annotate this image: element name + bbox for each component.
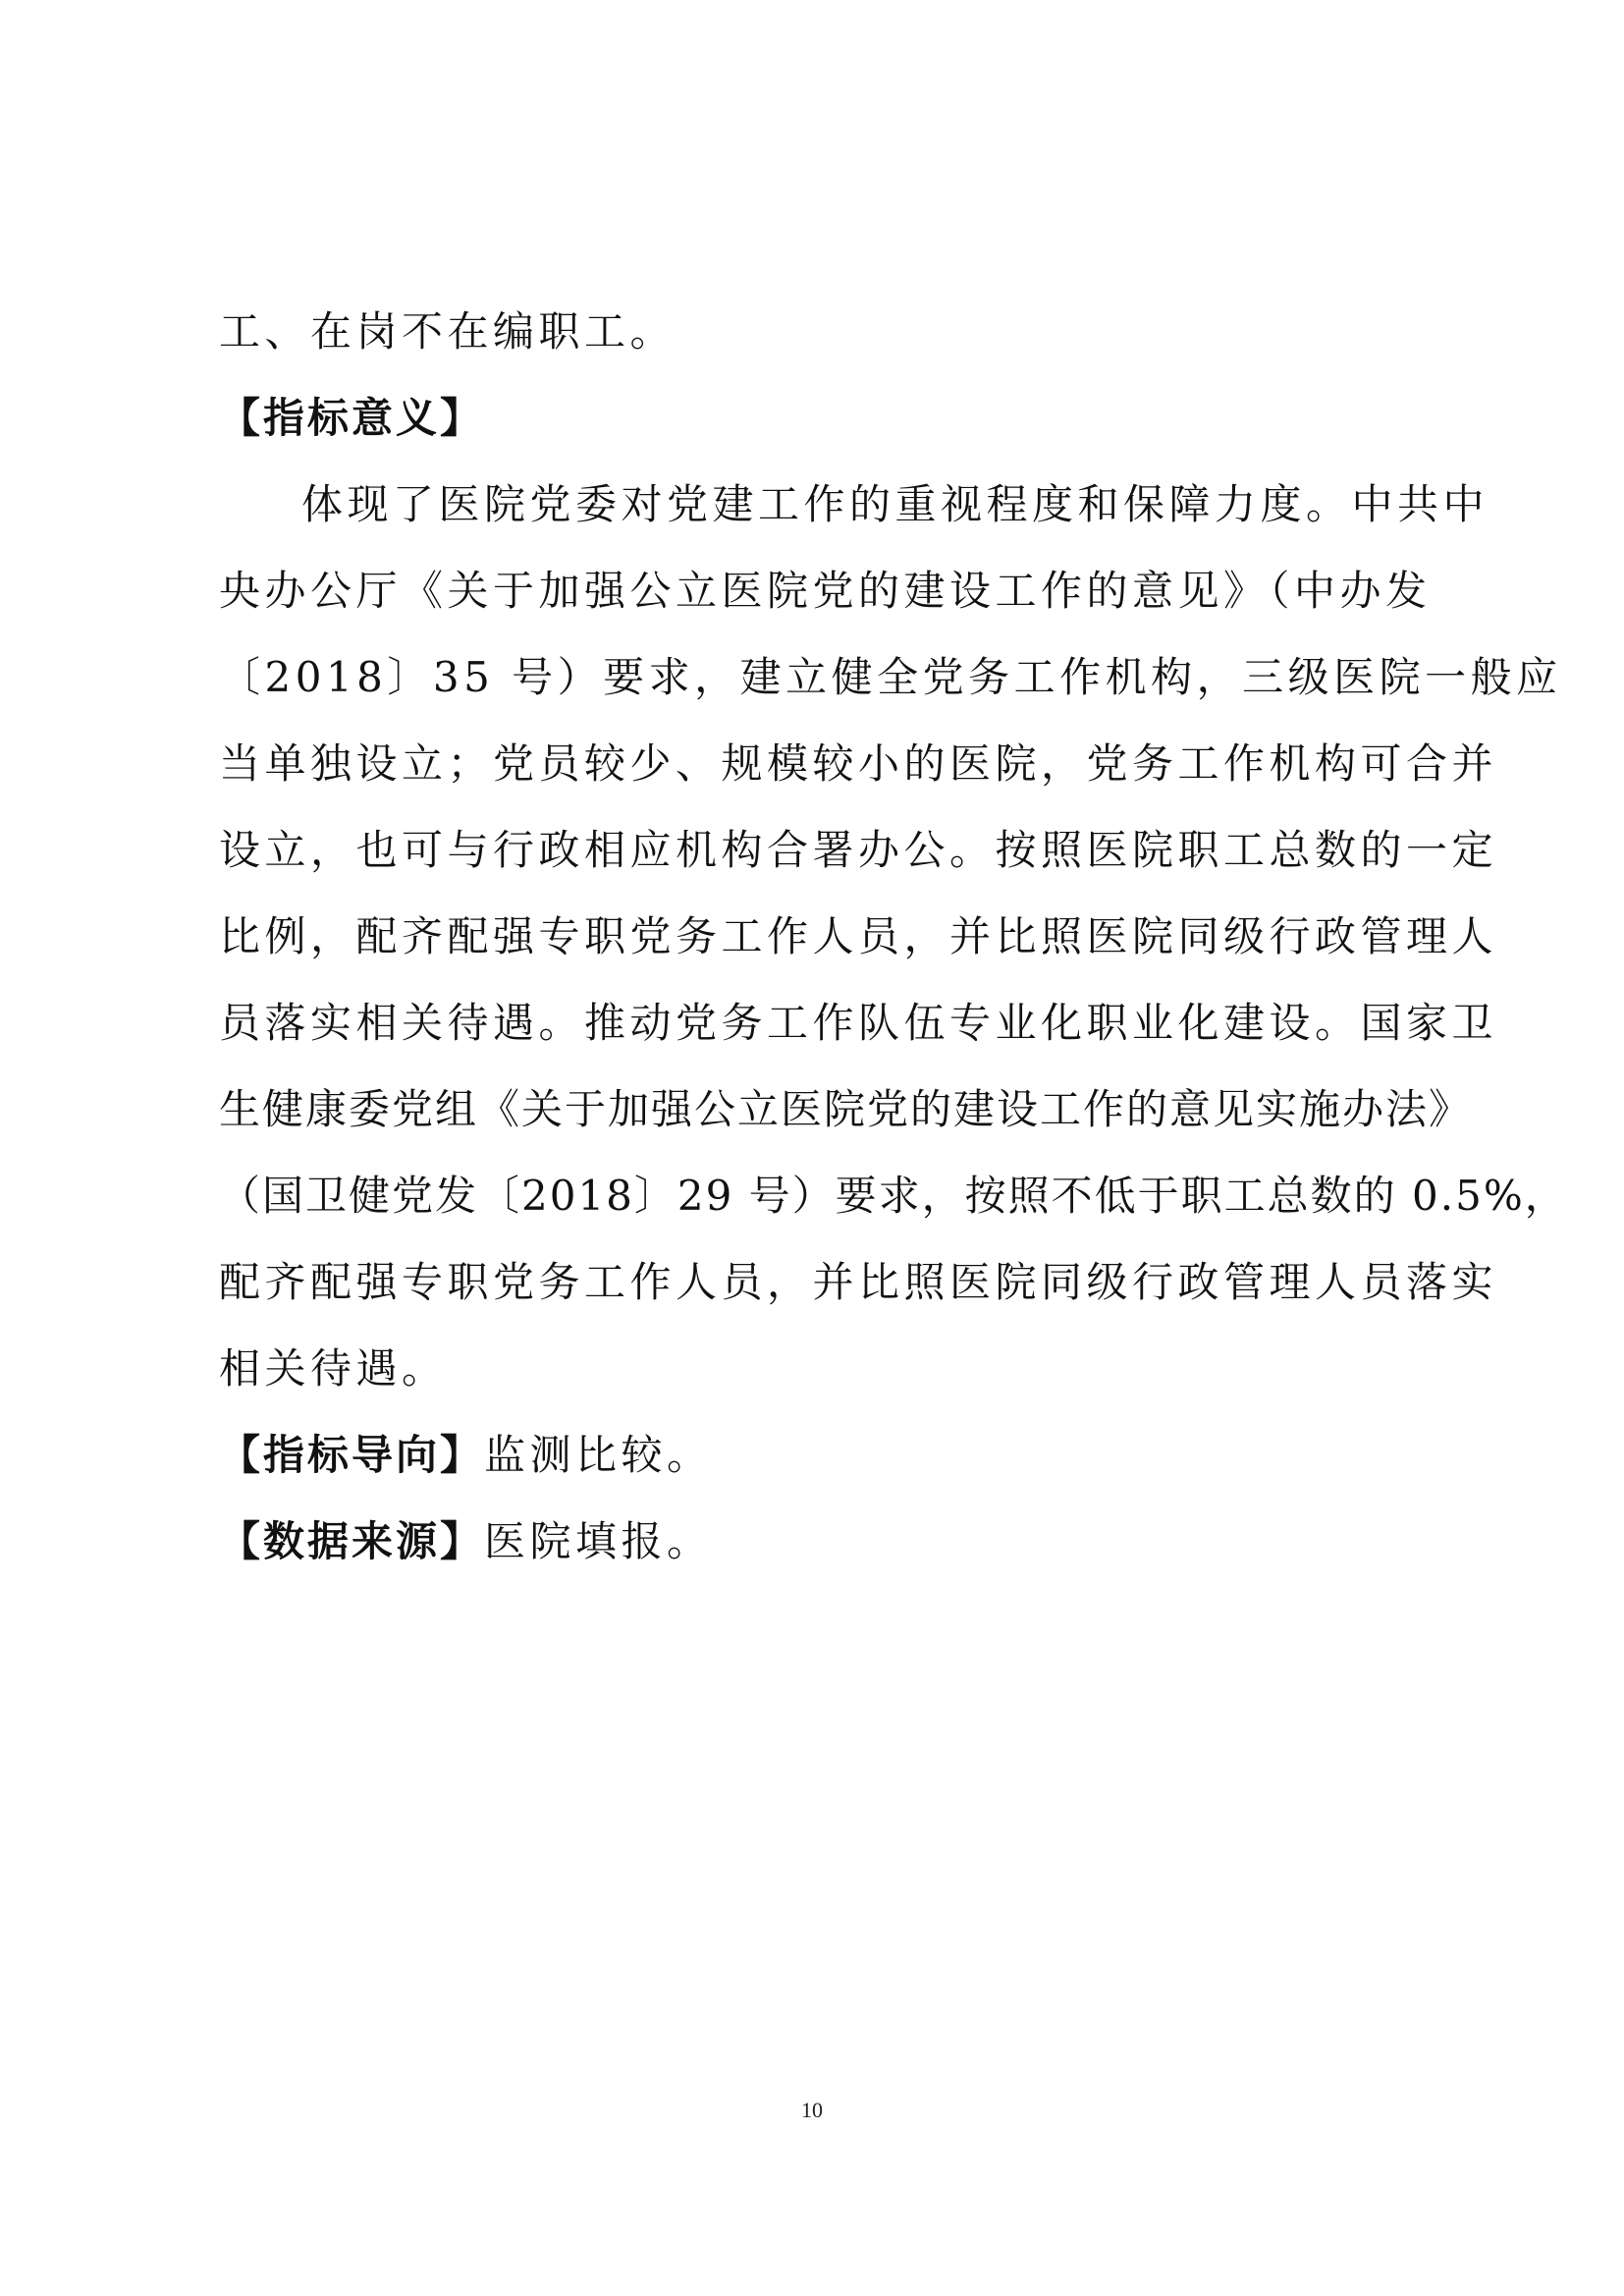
page-number: 10 [801,2098,823,2122]
paragraph-line: 央办公厅《关于加强公立医院党的建设工作的意见》（中办发 [219,567,1432,615]
paragraph-line: 配齐配强专职党务工作人员，并比照医院同级行政管理人员落实 [219,1258,1498,1306]
paragraph-line: 比例，配齐配强专职党务工作人员，并比照医院同级行政管理人 [219,912,1498,960]
data-source-line [219,1514,713,1569]
paragraph-line: 体现了医院党委对党建工作的重视程度和保障力度。中共中 [301,480,1489,528]
paragraph-line: 生健康委党组《关于加强公立医院党的建设工作的意见实施办法》 [219,1085,1473,1133]
paragraph-line: 〔2018〕35 号）要求，建立健全党务工作机构，三级医院一般应 [219,653,1562,701]
paragraph-line: 相关待遇。 [219,1344,448,1393]
paragraph-line: 员落实相关待遇。推动党务工作队伍专业化职业化建设。国家卫 [219,999,1498,1047]
section-heading-orientation: 【指标导向】 [219,1431,485,1479]
paragraph-line: 设立，也可与行政相应机构合署办公。按照医院职工总数的一定 [219,826,1498,874]
orientation-text: 监测比较。 [484,1431,713,1479]
paragraph-line: （国卫健党发〔2018〕29 号）要求，按照不低于职工总数的 0.5%， [219,1172,1568,1220]
orientation-line [219,1428,713,1483]
section-heading-data-source: 【数据来源】 [219,1517,485,1565]
section-heading-significance: 【指标意义】 [219,394,485,442]
paragraph-line: 当单独设立；党员较少、规模较小的医院，党务工作机构可合并 [219,739,1498,788]
continuation-line: 工、在岗不在编职工。 [219,307,677,355]
data-source-text: 医院填报。 [484,1517,713,1565]
